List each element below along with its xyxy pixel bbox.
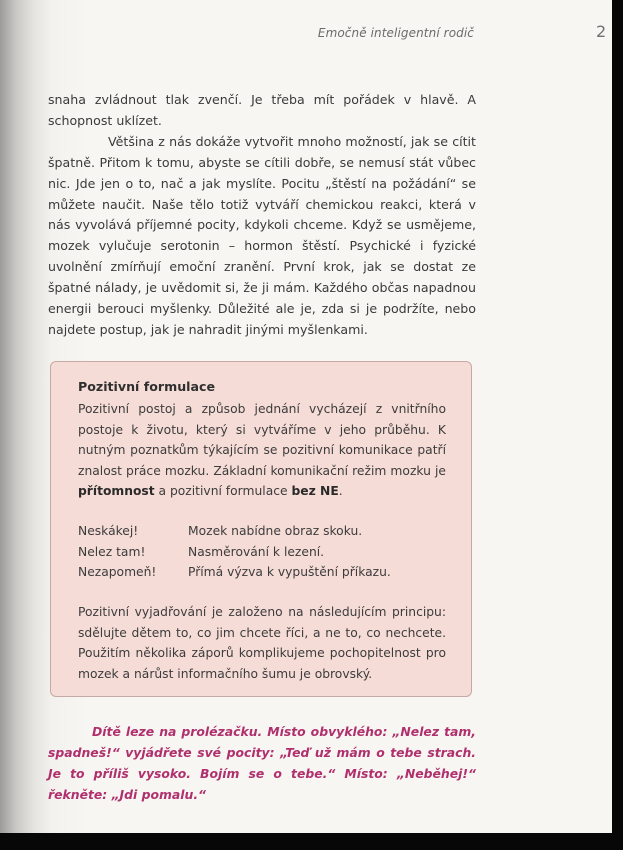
example-command: Nezapomeň! (78, 565, 157, 580)
box-intro-end: . (338, 484, 343, 499)
example-command: Neskákej! (78, 524, 139, 538)
running-head: Emočně inteligentní rodič (317, 26, 474, 40)
example-row (78, 521, 448, 542)
box-closing-paragraph: Pozitivní vyjadřování je založeno na následujícím principu: sdělujte dětem to, co jim chcete říci, a ne to, co nechcete. Použitím několika záporů komplikujeme pochopitelnost pro mozek a nárůst informačního šumu je obrovský. (78, 605, 446, 681)
example-explanation: Nasměrování k lezení. (188, 544, 325, 559)
box-intro-text: Pozitivní postoj a způsob jednání vycházejí z vnitřního postoje k životu, který si vytváříme v jeho průběhu. K nutným poznatkům týkajícím se pozitivní komunikace patří znalost práce mozku. Základní komunikační režim mozku je (78, 402, 446, 478)
sidebar-box-positive-phrasing (50, 361, 472, 697)
example-explanation: Mozek nabídne obraz skoku. (188, 524, 363, 538)
box-intro-bold-without-no: bez NE (291, 484, 339, 499)
example-explanation: Přímá výzva k vypuštění příkazu. (188, 565, 391, 580)
box-intro-paragraph (78, 399, 446, 502)
example-row (78, 562, 448, 583)
body-text (48, 90, 476, 341)
example-quote (48, 722, 476, 806)
example-command: Nelez tam! (78, 544, 146, 559)
box-title: Pozitivní formulace (78, 379, 215, 394)
body-paragraph-2: Většina z nás dokáže vytvořit mnoho možností, jak se cítit špatně. Přitom k tomu, abyste se cítili dobře, se nemusí stát vůbec nic. Jde jen o to, nač a jak myslíte. Pocitu „štěstí na požádání“ se můžete naučit. Naše tělo totiž vytváří chemickou reakci, která v nás vyvolává příjemné pocity, kdykoli chceme. Když se usmějeme, mozek vylučuje serotonin – hormon štěstí. Psychické i fyzické uvolnění zmírňují emoční zranění. První krok, jak se dostat ze špatné nálady, je uvědomit si, že ji mám. Každého občas napadnou energii berouci myšlenky. Důležité ale je, zda si je podržíte, nebo najdete postup, jak je nahradit jinými myšlenkami. (48, 133, 476, 337)
quote-text: Dítě leze na prolézačku. Místo obvyklého: „Nelez tam, spadneš!“ vyjádřete své pocity: „Teď už mám o tebe strach. Je to příliš vysoko. Bojím se o tebe.“ Místo: „Neběhej!“ řekněte: „Jdi pomalu.“ (48, 724, 476, 802)
examples-list (78, 521, 448, 583)
box-intro-connector: a pozitivní formulace (154, 484, 292, 499)
example-row (78, 542, 448, 563)
box-intro-bold-presence: přítomnost (78, 484, 155, 499)
page-number: 2 (596, 22, 607, 41)
body-paragraph-1: snaha zvládnout tlak zvenčí. Je třeba mít pořádek v hlavě. A schopnost uklízet. (48, 92, 476, 128)
